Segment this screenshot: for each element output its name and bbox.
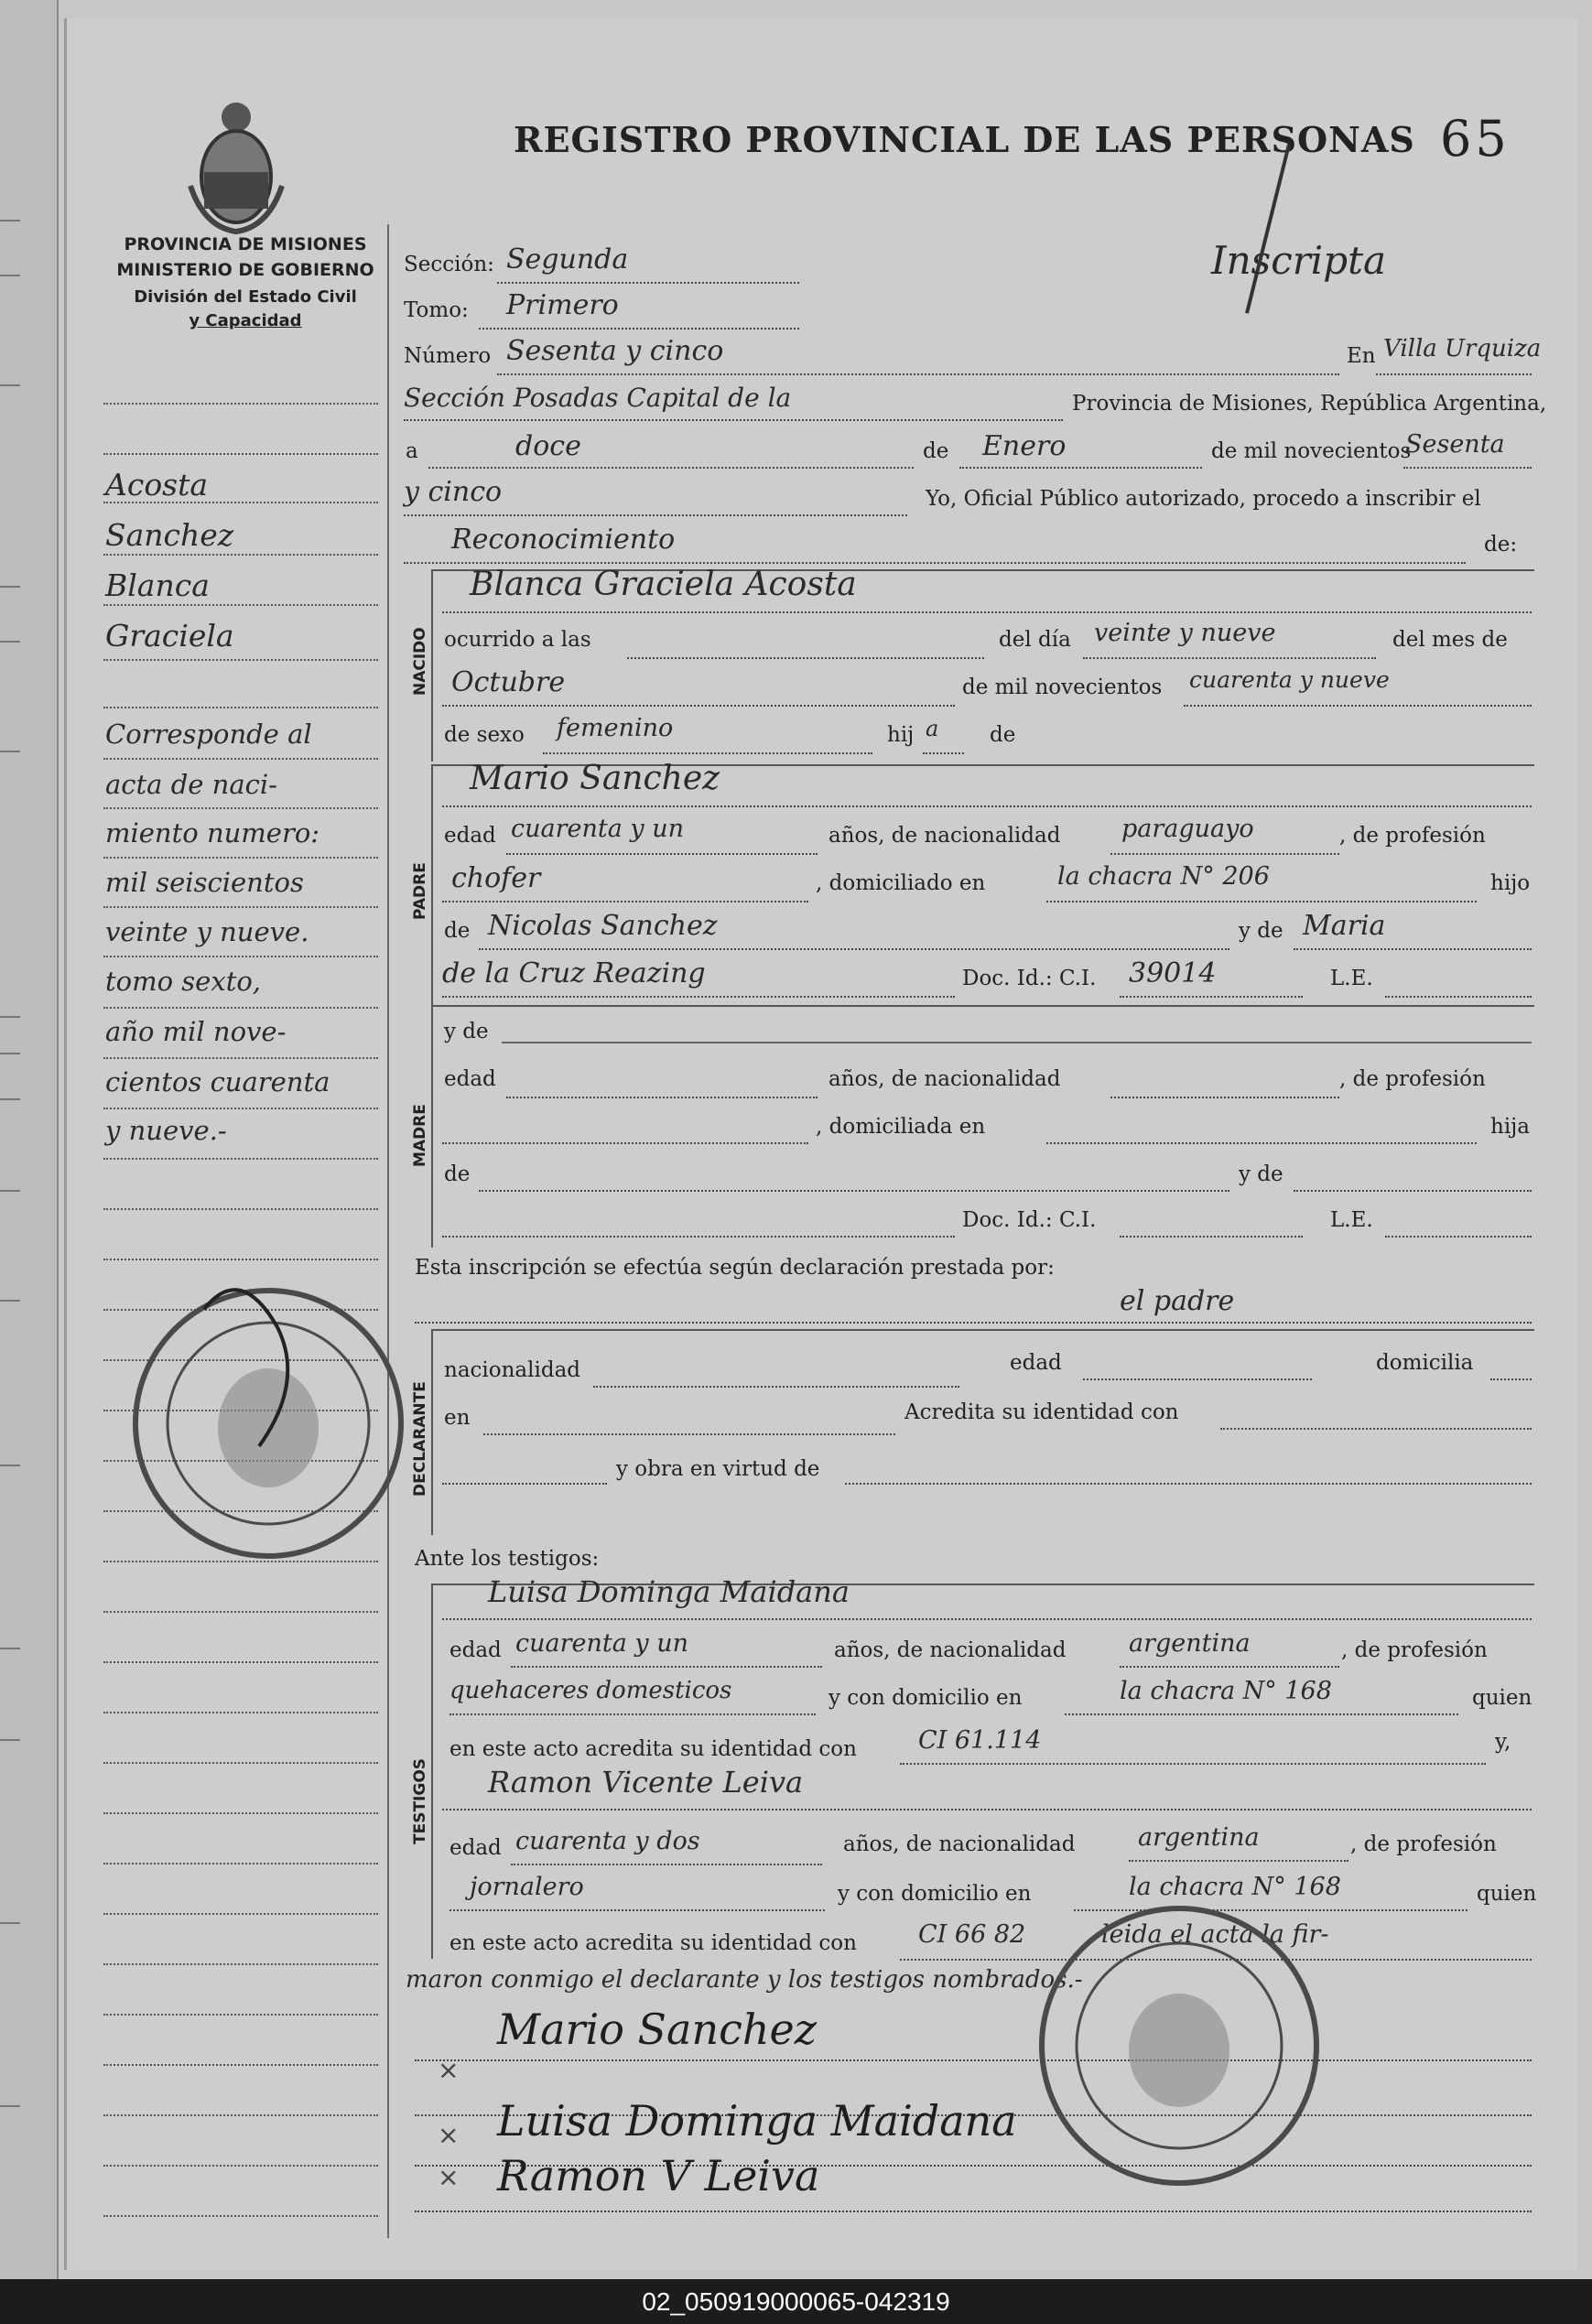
ocurrido-label: ocurrido a las — [444, 628, 591, 652]
previous-page-edge — [0, 0, 59, 2279]
province-header: PROVINCIA DE MISIONES — [124, 234, 367, 254]
padre-nac-value: paraguayo — [1121, 815, 1254, 843]
decl-en-label: en — [444, 1406, 471, 1430]
hij-label: hij — [887, 723, 915, 747]
madre-ci-label: Doc. Id.: C.I. — [962, 1208, 1097, 1232]
signature-mark: × — [438, 2162, 460, 2192]
margin-line: miento numero: — [105, 817, 320, 849]
coat-of-arms-icon — [186, 99, 287, 236]
closing-value-a: leida el acta la fir- — [1101, 1920, 1329, 1949]
column-divider — [387, 224, 389, 2238]
padre-dom-value: la chacra N° 206 — [1057, 862, 1270, 891]
t2-nac-label: años, de nacionalidad — [843, 1832, 1076, 1856]
t1-edad-label: edad — [449, 1638, 502, 1662]
padre-ci-label: Doc. Id.: C.I. — [962, 967, 1097, 990]
division-header: División del Estado Civil — [134, 287, 357, 307]
dia-value: doce — [515, 430, 581, 462]
t2-edad-value: cuarenta y dos — [515, 1827, 700, 1855]
decl-acredita-label: Acredita su identidad con — [904, 1400, 1179, 1424]
del-mes-label: del mes de — [1392, 628, 1508, 652]
anio-value-a: Sesenta — [1405, 430, 1505, 459]
margin-line: mil seiscientos — [105, 867, 304, 898]
mil-novecientos-label: de mil novecientos — [1211, 439, 1412, 463]
en-label: En — [1347, 344, 1376, 368]
t1-dom-label: y con domicilio en — [828, 1686, 1023, 1710]
inscribed-stamp: Inscripta — [1211, 238, 1387, 283]
margin-line: veinte y nueve. — [105, 916, 309, 947]
t2-prof-label: , de profesión — [1350, 1832, 1497, 1856]
declarante-value: el padre — [1120, 1285, 1235, 1317]
scan-footer-id: 02_050919000065-042319 — [0, 2279, 1592, 2324]
madre-section-label: MADRE — [411, 1104, 429, 1167]
decl-nacionalidad-label: nacionalidad — [444, 1358, 581, 1382]
sexo-label: de sexo — [444, 723, 525, 747]
padre-edad-value: cuarenta y un — [511, 815, 685, 843]
t2-quien-label: quien — [1477, 1882, 1537, 1906]
sexo-value: femenino — [557, 714, 674, 742]
t1-nac-label: años, de nacionalidad — [834, 1638, 1067, 1662]
ministry-header: MINISTERIO DE GOBIERNO — [116, 260, 374, 280]
abuelo-de-label: de — [444, 919, 471, 943]
margin-line: tomo sexto, — [105, 966, 262, 997]
provincia-label: Provincia de Misiones, República Argentina, — [1072, 392, 1547, 416]
t1-quien-label: quien — [1472, 1686, 1532, 1710]
ante-testigos-label: Ante los testigos: — [415, 1547, 600, 1571]
seccion-value: Segunda — [506, 243, 629, 276]
t1-acredita-label: en este acto acredita su identidad con — [449, 1737, 857, 1761]
decl-edad-label: edad — [1010, 1351, 1062, 1375]
t2-edad-label: edad — [449, 1836, 502, 1860]
margin-line: Blanca — [105, 567, 210, 603]
de-mil-novecientos-label: de mil novecientos — [962, 676, 1163, 699]
nombre-value: Blanca Graciela Acosta — [470, 566, 857, 603]
de-word-label: de — [990, 723, 1016, 747]
register-page — [64, 18, 1577, 2270]
t2-acredita-label: en este acto acredita su identidad con — [449, 1931, 857, 1955]
t1-edad-value: cuarenta y un — [515, 1629, 689, 1658]
a-label: a — [406, 439, 418, 463]
t2-dom-value: la chacra N° 168 — [1129, 1873, 1341, 1901]
t1-nac-value: argentina — [1129, 1629, 1251, 1658]
margin-line: y nueve.- — [105, 1115, 227, 1146]
t1-prof-label: , de profesión — [1341, 1638, 1488, 1662]
hijo-label: hijo — [1490, 871, 1531, 895]
hija-label: hija — [1490, 1115, 1531, 1139]
tomo-label: Tomo: — [404, 298, 469, 322]
official-seal-icon — [122, 1272, 415, 1574]
t2-nac-value: argentina — [1138, 1823, 1260, 1852]
testigo1-value: Luisa Dominga Maidana — [488, 1574, 850, 1609]
padre-section-label: PADRE — [411, 862, 429, 920]
official-seal-icon — [1028, 1895, 1330, 2197]
t2-prof-value: jornalero — [470, 1873, 584, 1901]
seccion-label: Sección: — [404, 253, 494, 276]
anio-value-b: y cinco — [404, 476, 503, 508]
madre-dom-label: , domiciliada en — [816, 1115, 986, 1139]
del-dia-label: del día — [999, 628, 1071, 652]
t1-y-label: y, — [1495, 1730, 1511, 1754]
page-title: REGISTRO PROVINCIAL DE LAS PERSONAS — [514, 119, 1415, 160]
madre-de-label: de — [444, 1162, 471, 1186]
margin-line: acta de naci- — [105, 769, 277, 800]
tomo-value: Primero — [506, 289, 619, 321]
abuela-value-b: de la Cruz Reazing — [442, 957, 706, 989]
padre-prof-value: chofer — [451, 862, 541, 894]
y-de-label: y de — [1239, 919, 1283, 943]
capacity-header: y Capacidad — [189, 311, 302, 330]
yo-oficial-label: Yo, Oficial Público autorizado, procedo a inscribir el — [926, 487, 1481, 511]
decl-obra-label: y obra en virtud de — [616, 1457, 820, 1481]
mes-nac-value: Octubre — [451, 666, 566, 698]
madre-le-label: L.E. — [1330, 1208, 1373, 1232]
padre-dom-label: , domiciliado en — [816, 871, 986, 895]
padre-edad-label: edad — [444, 824, 496, 848]
anio-nac-value: cuarenta y nueve — [1189, 666, 1390, 693]
t1-prof-value: quehaceres domesticos — [449, 1677, 732, 1704]
hij-suffix: a — [926, 716, 939, 741]
numero-label: Número — [404, 344, 492, 368]
t1-dom-value: la chacra N° 168 — [1120, 1677, 1332, 1705]
margin-line: cientos cuarenta — [105, 1066, 330, 1097]
padre-prof-label: , de profesión — [1339, 824, 1486, 848]
signature-mark: × — [438, 2055, 460, 2085]
testigo2-value: Ramon Vicente Leiva — [488, 1765, 804, 1800]
inscripcion-label: Esta inscripción se efectúa según declaración prestada por: — [415, 1256, 1055, 1280]
madre-y-de2-label: y de — [1239, 1162, 1283, 1186]
padre-nac-label: años, de nacionalidad — [828, 824, 1061, 848]
decl-domicilia-label: domicilia — [1376, 1351, 1474, 1375]
declarante-section-label: DECLARANTE — [411, 1381, 429, 1497]
margin-line: Acosta — [105, 467, 209, 503]
nacido-section-label: NACIDO — [411, 627, 429, 696]
de-colon-label: de: — [1484, 533, 1518, 557]
madre-prof-label: , de profesión — [1339, 1067, 1486, 1091]
margin-line: Graciela — [105, 618, 234, 654]
signature-mark: × — [438, 2120, 460, 2150]
abuela-value-a: Maria — [1303, 910, 1386, 942]
t1-ci-value: CI 61.114 — [918, 1726, 1042, 1755]
closing-value-b: maron conmigo el declarante y los testigos nombrados.- — [406, 1966, 1083, 1994]
testigos-section-label: TESTIGOS — [411, 1757, 429, 1844]
page-number: 65 — [1440, 110, 1511, 168]
t2-ci-value: CI 66 82 — [918, 1920, 1026, 1949]
abuelo-value: Nicolas Sanchez — [488, 910, 718, 942]
signature-witness-1: Luisa Dominga Maidana — [497, 2096, 1017, 2146]
margin-line: Corresponde al — [105, 719, 312, 750]
seccion-lugar-value: Sección Posadas Capital de la — [404, 383, 792, 413]
padre-nombre-value: Mario Sanchez — [470, 760, 720, 797]
t2-dom-label: y con domicilio en — [838, 1882, 1032, 1906]
tipo-value: Reconocimiento — [451, 524, 676, 556]
madre-edad-label: edad — [444, 1067, 496, 1091]
dia-nac-value: veinte y nueve — [1094, 619, 1276, 647]
padre-le-label: L.E. — [1330, 967, 1373, 990]
mes-value: Enero — [982, 430, 1067, 462]
numero-value: Sesenta y cinco — [506, 335, 724, 367]
signature-witness-2: Ramon V Leiva — [497, 2151, 820, 2200]
margin-line: Sanchez — [105, 517, 234, 553]
madre-y-de-label: y de — [444, 1020, 489, 1043]
pen-stroke — [1245, 144, 1291, 313]
margin-line: año mil nove- — [105, 1016, 287, 1047]
place-value: Villa Urquiza — [1383, 335, 1542, 362]
madre-nac-label: años, de nacionalidad — [828, 1067, 1061, 1091]
de-label: de — [923, 439, 949, 463]
padre-ci-value: 39014 — [1129, 957, 1217, 989]
signature-father: Mario Sanchez — [497, 2005, 817, 2054]
